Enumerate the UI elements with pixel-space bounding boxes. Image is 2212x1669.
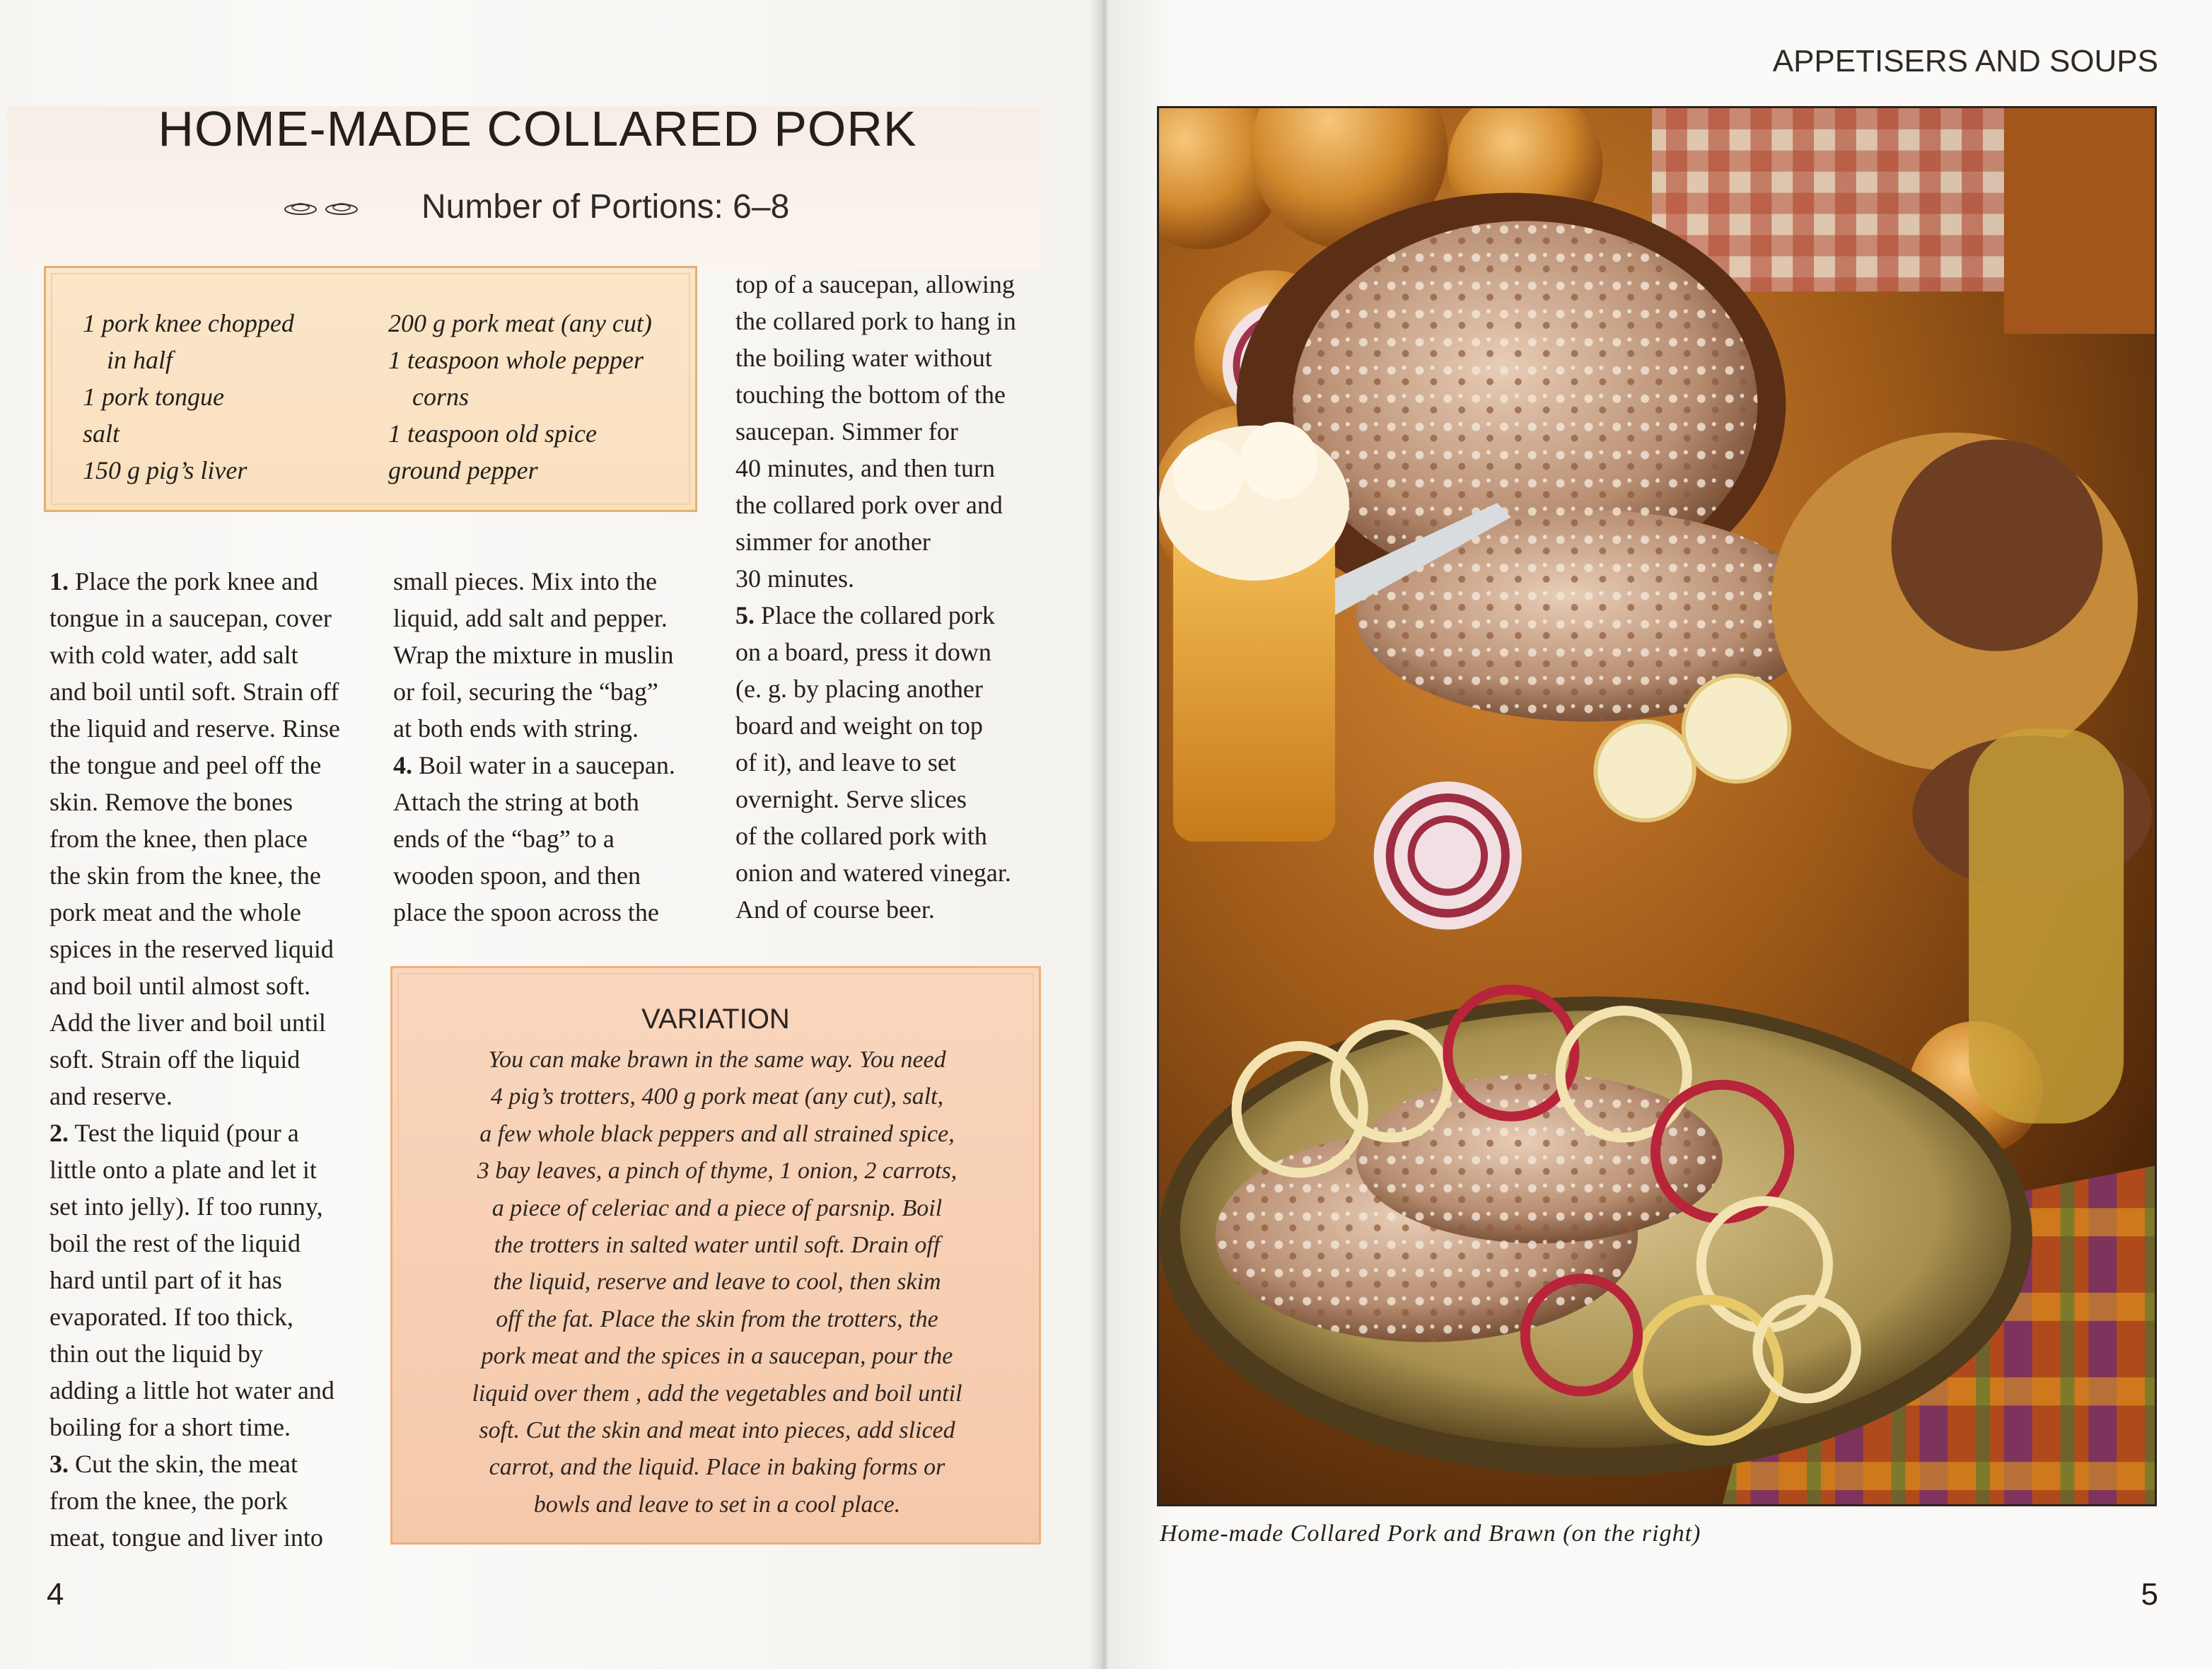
running-head: APPETISERS AND SOUPS <box>1772 44 2158 78</box>
method-text: top of a saucepan, allowing <box>735 270 1015 298</box>
method-line <box>735 670 1047 707</box>
method-text: small pieces. Mix into the <box>393 567 657 595</box>
page-number-left: 4 <box>47 1577 64 1612</box>
method-line <box>50 931 368 967</box>
method-text: Attach the string at both <box>393 788 639 816</box>
variation-line: the trotters in salted water until soft. Drain off <box>494 1232 941 1259</box>
method-text: spices in the reserved liquid <box>50 935 334 963</box>
method-text: the collared pork to hang in <box>735 307 1016 335</box>
method-line <box>735 744 1047 781</box>
method-text: and reserve. <box>50 1082 173 1110</box>
method-line <box>735 523 1047 560</box>
method-line <box>735 634 1047 670</box>
variation-line: liquid over them , add the vegetables and boil until <box>472 1380 962 1407</box>
method-line <box>50 1372 368 1409</box>
step-number: 1. <box>50 567 69 595</box>
method-line <box>50 636 368 673</box>
method-line <box>735 854 1047 891</box>
variation-line: pork meat and the spices in a saucepan, pour the <box>481 1343 953 1370</box>
method-text: with cold water, add salt <box>50 641 298 669</box>
method-text: ends of the “bag” to a <box>393 825 615 853</box>
method-text: Place the collared pork <box>755 601 995 629</box>
method-text: place the spoon across the <box>393 898 659 926</box>
variation-line: 3 bay leaves, a pinch of thyme, 1 onion, 2 carrots, <box>477 1158 957 1185</box>
method-text: tongue in a saucepan, cover <box>50 604 332 632</box>
method-line <box>50 1078 368 1115</box>
method-line <box>50 1482 368 1519</box>
step-number: 4. <box>393 751 412 779</box>
method-line <box>50 600 368 636</box>
method-line <box>50 1004 368 1041</box>
method-text: Test the liquid (pour a <box>69 1119 299 1147</box>
method-text: 30 minutes. <box>735 564 854 593</box>
method-text: Cut the skin, the meat <box>69 1450 298 1478</box>
method-line <box>50 1188 368 1225</box>
method-text: Wrap the mixture in muslin <box>393 641 674 669</box>
method-line <box>393 563 704 600</box>
method-line <box>393 820 704 857</box>
ingredient-line: corns <box>412 383 469 411</box>
method-text: hard until part of it has <box>50 1266 282 1294</box>
method-line <box>50 1298 368 1335</box>
method-line <box>735 413 1047 450</box>
method-line <box>50 820 368 857</box>
method-text: on a board, press it down <box>735 638 991 666</box>
method-line <box>393 784 704 820</box>
method-text: meat, tongue and liver into <box>50 1523 323 1552</box>
method-text: boil the rest of the liquid <box>50 1229 301 1257</box>
variation-line: carrot, and the liquid. Place in baking forms or <box>489 1454 945 1481</box>
method-line <box>735 707 1047 744</box>
method-line <box>50 967 368 1004</box>
ingredient-line: 1 teaspoon old spice <box>388 419 597 448</box>
method-line <box>735 597 1047 634</box>
method-line <box>50 1519 368 1556</box>
method-line <box>735 891 1047 928</box>
method-column-2 <box>393 563 704 931</box>
method-line <box>50 894 368 931</box>
method-text: saucepan. Simmer for <box>735 417 958 446</box>
page-number-right: 5 <box>2141 1577 2158 1612</box>
variation-line: a piece of celeriac and a piece of parsnip. Boil <box>491 1194 943 1221</box>
method-text: simmer for another <box>735 528 931 556</box>
ingredient-line: 200 g pork meat (any cut) <box>388 309 652 337</box>
ingredient-line: 150 g pig’s liver <box>83 456 248 484</box>
method-text: the boiling water without <box>735 344 992 372</box>
variation-line: You can make brawn in the same way. You need <box>488 1047 946 1073</box>
method-column-1 <box>50 563 368 1556</box>
method-text: the liquid and reserve. Rinse <box>50 714 340 743</box>
portions-label: Number of Portions: 6–8 <box>421 187 790 226</box>
method-text: touching the bottom of the <box>735 380 1006 409</box>
variation-line: off the fat. Place the skin from the trotters, the <box>496 1305 938 1332</box>
method-text: at both ends with string. <box>393 714 639 743</box>
portions-row <box>283 185 789 228</box>
plates-icon <box>283 197 365 216</box>
method-line <box>393 857 704 894</box>
method-line <box>50 1151 368 1188</box>
ingredient-line: ground pepper <box>388 456 538 484</box>
variation-title: VARIATION <box>641 1004 790 1035</box>
recipe-title: HOME-MADE COLLARED PORK <box>158 101 917 156</box>
method-text: boiling for a short time. <box>50 1413 291 1441</box>
method-text: (e. g. by placing another <box>735 675 983 703</box>
ingredients-column-2 <box>388 305 652 489</box>
method-text: pork meat and the whole <box>50 898 301 926</box>
method-line <box>50 784 368 820</box>
method-text: adding a little hot water and <box>50 1376 334 1405</box>
method-text: the tongue and peel off the <box>50 751 322 779</box>
variation-line: 4 pig’s trotters, 400 g pork meat (any cut), salt, <box>490 1083 944 1110</box>
variation-line: bowls and leave to set in a cool place. <box>533 1491 901 1518</box>
left-page <box>0 0 1098 1669</box>
method-line <box>393 673 704 710</box>
method-text: 40 minutes, and then turn <box>735 454 995 482</box>
method-line <box>50 1115 368 1151</box>
method-text: onion and watered vinegar. <box>735 859 1011 887</box>
method-line <box>50 563 368 600</box>
method-text: wooden spoon, and then <box>393 861 641 890</box>
method-text: from the knee, then place <box>50 825 308 853</box>
method-line <box>735 560 1047 597</box>
variation-line: soft. Cut the skin and meat into pieces, add sliced <box>479 1417 955 1444</box>
method-line <box>50 1446 368 1482</box>
method-line <box>50 747 368 784</box>
variation-line: the liquid, reserve and leave to cool, then skim <box>493 1269 941 1296</box>
ingredient-line: in half <box>107 346 173 374</box>
method-text: little onto a plate and let it <box>50 1156 317 1184</box>
method-line <box>735 487 1047 523</box>
method-text: soft. Strain off the liquid <box>50 1045 301 1074</box>
ingredient-line: 1 teaspoon whole pepper <box>388 346 644 374</box>
method-line <box>50 1262 368 1298</box>
method-text: And of course beer. <box>735 895 935 924</box>
method-line <box>735 818 1047 854</box>
method-line <box>393 600 704 636</box>
method-column-3 <box>735 266 1047 928</box>
method-line <box>735 339 1047 376</box>
step-number: 2. <box>50 1119 69 1147</box>
method-text: Add the liver and boil until <box>50 1008 326 1037</box>
step-number: 3. <box>50 1450 69 1478</box>
method-text: and boil until soft. Strain off <box>50 678 339 706</box>
variation-text <box>421 1042 1013 1523</box>
method-text: of it), and leave to set <box>735 748 956 777</box>
variation-line: a few whole black peppers and all strained spice, <box>479 1120 955 1147</box>
method-line <box>50 1409 368 1446</box>
method-line <box>393 747 704 784</box>
method-line <box>393 894 704 931</box>
method-text: or foil, securing the “bag” <box>393 678 658 706</box>
ingredient-line: salt <box>83 419 120 448</box>
method-line <box>735 781 1047 818</box>
method-text: Place the pork knee and <box>69 567 318 595</box>
method-text: skin. Remove the bones <box>50 788 293 816</box>
method-text: evaporated. If too thick, <box>50 1303 293 1331</box>
ingredient-line: 1 pork knee chopped <box>83 309 294 337</box>
method-line <box>50 1225 368 1262</box>
method-line <box>50 857 368 894</box>
food-photo <box>1157 106 2157 1506</box>
method-text: board and weight on top <box>735 711 983 740</box>
method-text: overnight. Serve slices <box>735 785 967 813</box>
method-line <box>735 303 1047 339</box>
method-line <box>50 1041 368 1078</box>
method-text: of the collared pork with <box>735 822 987 850</box>
method-text: the skin from the knee, the <box>50 861 321 890</box>
step-number: 5. <box>735 601 755 629</box>
method-line <box>50 673 368 710</box>
method-text: and boil until almost soft. <box>50 972 310 1000</box>
method-line <box>50 710 368 747</box>
method-text: set into jelly). If too runny, <box>50 1192 323 1221</box>
method-text: thin out the liquid by <box>50 1339 263 1368</box>
method-line <box>735 450 1047 487</box>
variation-box <box>390 966 1041 1545</box>
method-text: liquid, add salt and pepper. <box>393 604 668 632</box>
ingredient-line: 1 pork tongue <box>83 383 224 411</box>
method-line <box>735 376 1047 413</box>
method-line <box>393 710 704 747</box>
photo-caption: Home-made Collared Pork and Brawn (on the right) <box>1160 1520 1701 1547</box>
method-line <box>393 636 704 673</box>
method-text: Boil water in a saucepan. <box>412 751 675 779</box>
method-line <box>735 266 1047 303</box>
ingredients-column-1 <box>83 305 294 489</box>
method-text: the collared pork over and <box>735 491 1003 519</box>
method-line <box>50 1335 368 1372</box>
ingredients-box <box>44 266 697 512</box>
method-text: from the knee, the pork <box>50 1487 288 1515</box>
